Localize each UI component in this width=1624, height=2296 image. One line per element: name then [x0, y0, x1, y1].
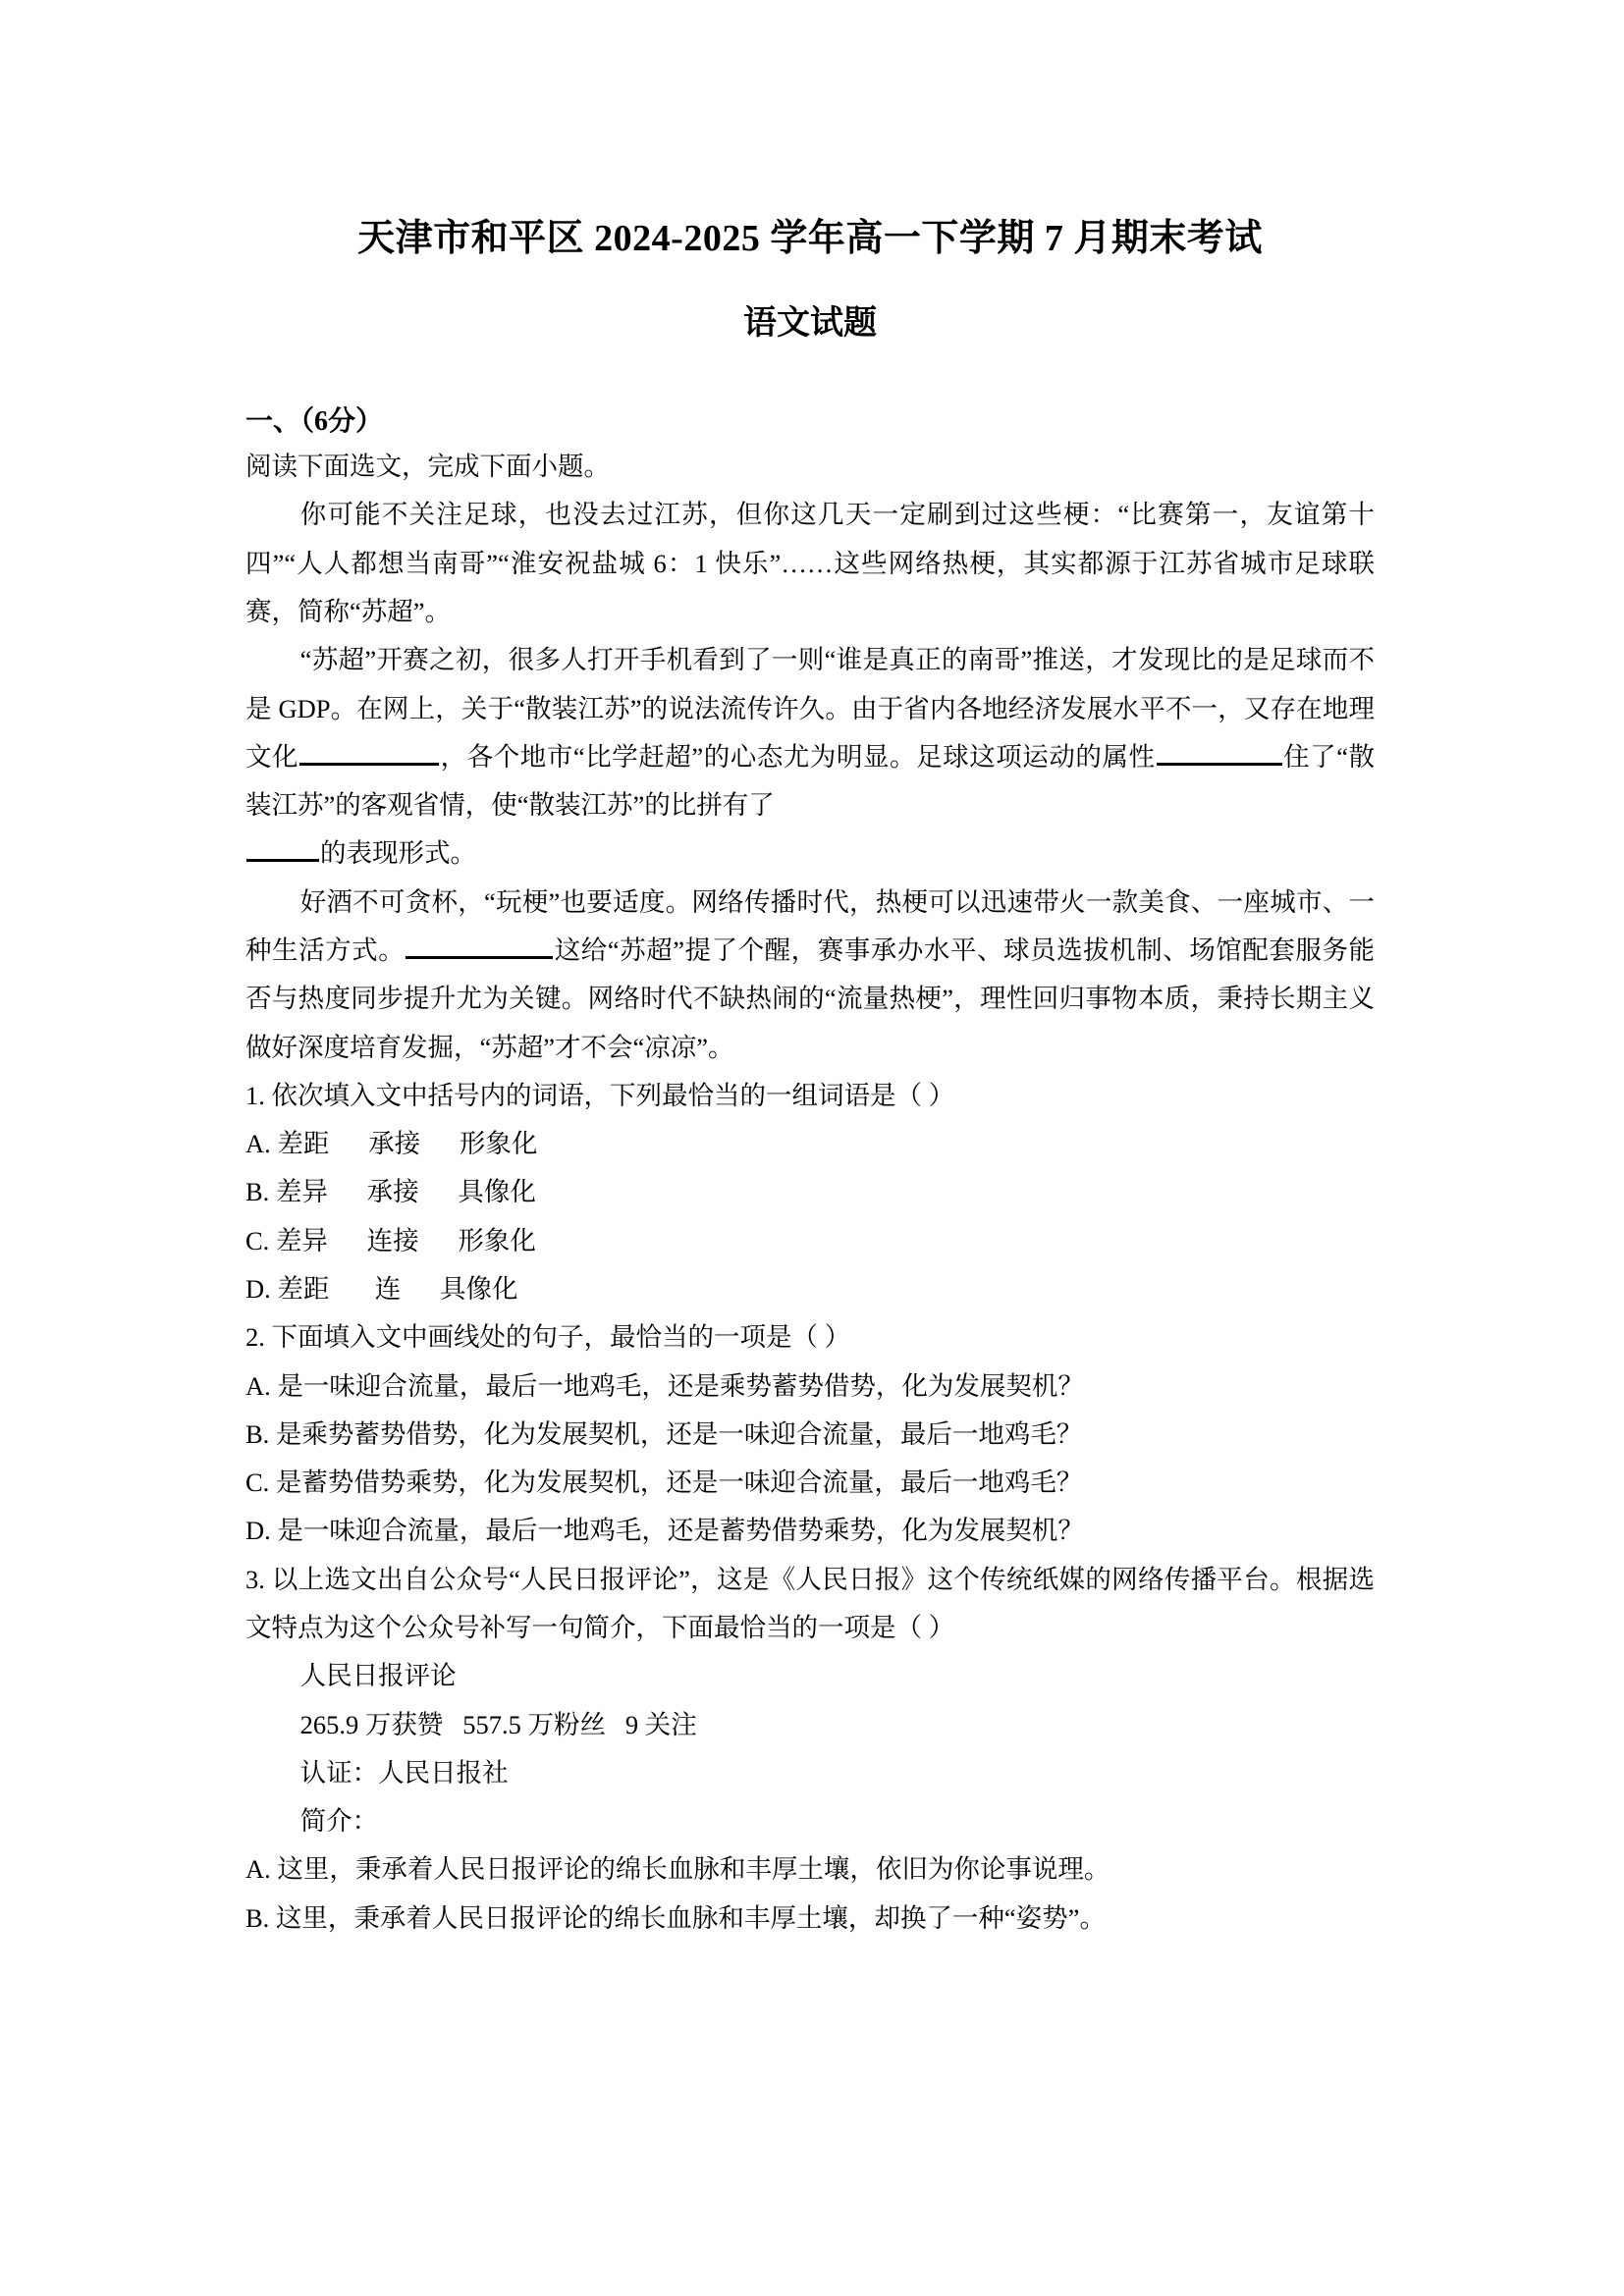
fill-blank-4[interactable]	[406, 932, 553, 959]
passage-p3-part-a: 好酒不可贪杯，“玩梗”也要适度。网络传播时代，热梗可以迅速带火一款美食、一座城市、一种生活方式。	[245, 886, 1375, 965]
fill-blank-2[interactable]	[1157, 738, 1282, 766]
question-1-option-b[interactable]: B. 差异 承接 具像化	[245, 1177, 536, 1207]
question-1-stem: 1. 依次填入文中括号内的词语，下列最恰当的一组词语是（ ）	[245, 1080, 955, 1110]
page-title: 天津市和平区 2024-2025 学年高一下学期 7 月期末考试	[357, 218, 1263, 259]
section-heading: 一、（6分）	[245, 406, 384, 438]
passage-paragraph-1: 你可能不关注足球，也没去过江苏，但你这几天一定刷到过这些梗：“比赛第一，友谊第十四”“人人都想当南哥”“淮安祝盐城 6：1 快乐”……这些网络热梗，其实都源于江苏省城市足球联赛，简称“苏超”。	[245, 500, 1375, 627]
passage-paragraph-2	[245, 636, 1375, 878]
passage-p2-part-d: 的表现形式。	[320, 838, 476, 869]
question-3-option-a[interactable]: A. 这里，秉承着人民日报评论的绵长血脉和丰厚土壤，依旧为你论事说理。	[245, 1854, 1110, 1885]
passage-paragraph-3	[245, 879, 1375, 1072]
account-bio-label: 简介：	[299, 1806, 379, 1837]
question-3-option-b[interactable]: B. 这里，秉承着人民日报评论的绵长血脉和丰厚土壤，却换了一种“姿势”。	[245, 1902, 1106, 1933]
question-2-option-c[interactable]: C. 是蓄势借势乘势，化为发展契机，还是一味迎合流量，最后一地鸡毛？	[245, 1468, 1083, 1498]
question-1-option-d[interactable]: D. 差距 连 具像化	[245, 1273, 518, 1304]
passage-p2-part-a: “苏超”开赛之初，很多人打开手机看到了一则“谁是真正的南哥”推送，才发现比的是足球而不是 GDP。在网上，关于“散装江苏”的说法流传许久。由于省内各地经济发展水平不一，又存在地理文化	[245, 645, 1375, 772]
question-2-option-a[interactable]: A. 是一味迎合流量，最后一地鸡毛，还是乘势蓄势借势，化为发展契机？	[245, 1370, 1084, 1401]
section-instruction: 阅读下面选文，完成下面小题。	[245, 452, 610, 482]
passage-p3-part-b: 这给“苏超”提了个醒，赛事承办水平、球员选拔机制、场馆配套服务能否与热度同步提升尤为关键。网络时代不缺热闹的“流量热梗”，理性回归事物本质，秉持长期主义做好深度培育发掘，“苏超”才不会“凉凉”。	[245, 935, 1375, 1062]
passage-p2-part-c: 住了“散装江苏”的客观省情，使“散装江苏”的比拼有了	[245, 741, 1376, 821]
account-verification: 认证：人民日报社	[299, 1757, 509, 1788]
question-1-option-c[interactable]: C. 差异 连接 形象化	[245, 1225, 536, 1255]
page-subtitle: 语文试题	[743, 305, 877, 343]
account-name: 人民日报评论	[299, 1661, 457, 1691]
page-content	[245, 0, 1375, 1943]
fill-blank-1[interactable]	[299, 738, 439, 766]
passage-p2-part-b: ，各个地市“比学赶超”的心态尤为明显。足球这项运动的属性	[440, 741, 1156, 772]
question-3-stem: 3. 以上选文出自公众号“人民日报评论”，这是《人民日报》这个传统纸媒的网络传播平台。根据选文特点为这个公众号补写一句简介，下面最恰当的一项是（ ）	[245, 1564, 1375, 1642]
question-2-option-b[interactable]: B. 是乘势蓄势借势，化为发展契机，还是一味迎合流量，最后一地鸡毛？	[245, 1418, 1083, 1449]
account-stats: 265.9 万获赞 557.5 万粉丝 9 关注	[299, 1709, 697, 1739]
fill-blank-3[interactable]	[246, 834, 319, 862]
question-2-stem: 2. 下面填入文中画线处的句子，最恰当的一项是（ ）	[245, 1322, 851, 1353]
question-2-option-d[interactable]: D. 是一味迎合流量，最后一地鸡毛，还是蓄势借势乘势，化为发展契机？	[245, 1516, 1084, 1546]
question-1-option-a[interactable]: A. 差距 承接 形象化	[245, 1129, 538, 1159]
